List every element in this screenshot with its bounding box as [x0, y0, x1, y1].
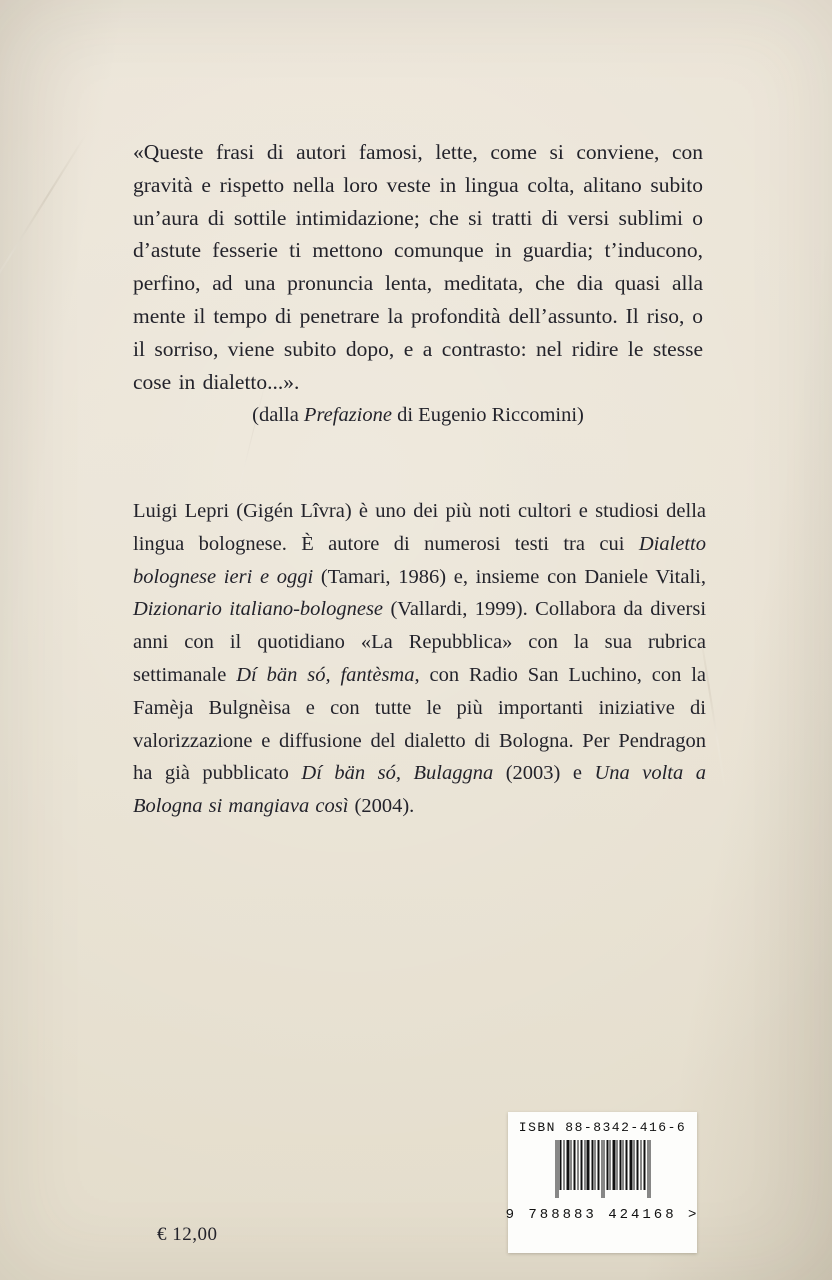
quote-block: [133, 136, 703, 431]
barcode-panel: [505, 1112, 700, 1253]
author-bio: Luigi Lepri (Gigén Lîvra) è uno dei più noti cultori e studiosi della lingua bolognese. È autore di numerosi testi tra cui Dialetto bolognese ieri e oggi (Tamari, 1986) e, insieme con Daniele Vitali, Dizionario italiano-bolognese (Vallardi, 1999). Collabora da diversi anni con il quotidiano «La Repubblica» con la sua rubrica settimanale Dí bän só, fantèsma, con Radio San Luchino, con la Famèja Bulgnèisa e con tutte le più importanti iniziative di valorizzazione e diffusione del dialetto di Bologna. Per Pendragon ha già pubblicato Dí bän só, Bulaggna (2003) e Una volta a Bologna si mangiava così (2004).: [133, 500, 707, 818]
paper-crease: [0, 134, 87, 317]
price-label: € 12,00: [157, 1224, 218, 1245]
isbn-label: ISBN 88-8342-416-6: [518, 1120, 687, 1135]
quote-attribution: (dalla Prefazione di Eugenio Riccomini): [252, 404, 584, 427]
barcode: [522, 1140, 684, 1206]
quote-text: «Queste frasi di autori famosi, lette, come si conviene, con gravità e rispetto nella loro veste in lingua colta, alitano subito un’aura di sottile intimidazione; che si tratti di versi sublimi o d’astute fesserie ti mettono comunque in guardia; t’inducono, perfino, ad una pronuncia lenta, meditata, che dia quasi alla mente il tempo di penetrare la profondità dell’assunto. Il riso, o il sorriso, viene subito dopo, e a contrasto: nel ridire le stesse cose in dialetto...».: [133, 140, 703, 394]
barcode-digits: 9 788883 424168 >: [505, 1207, 700, 1223]
